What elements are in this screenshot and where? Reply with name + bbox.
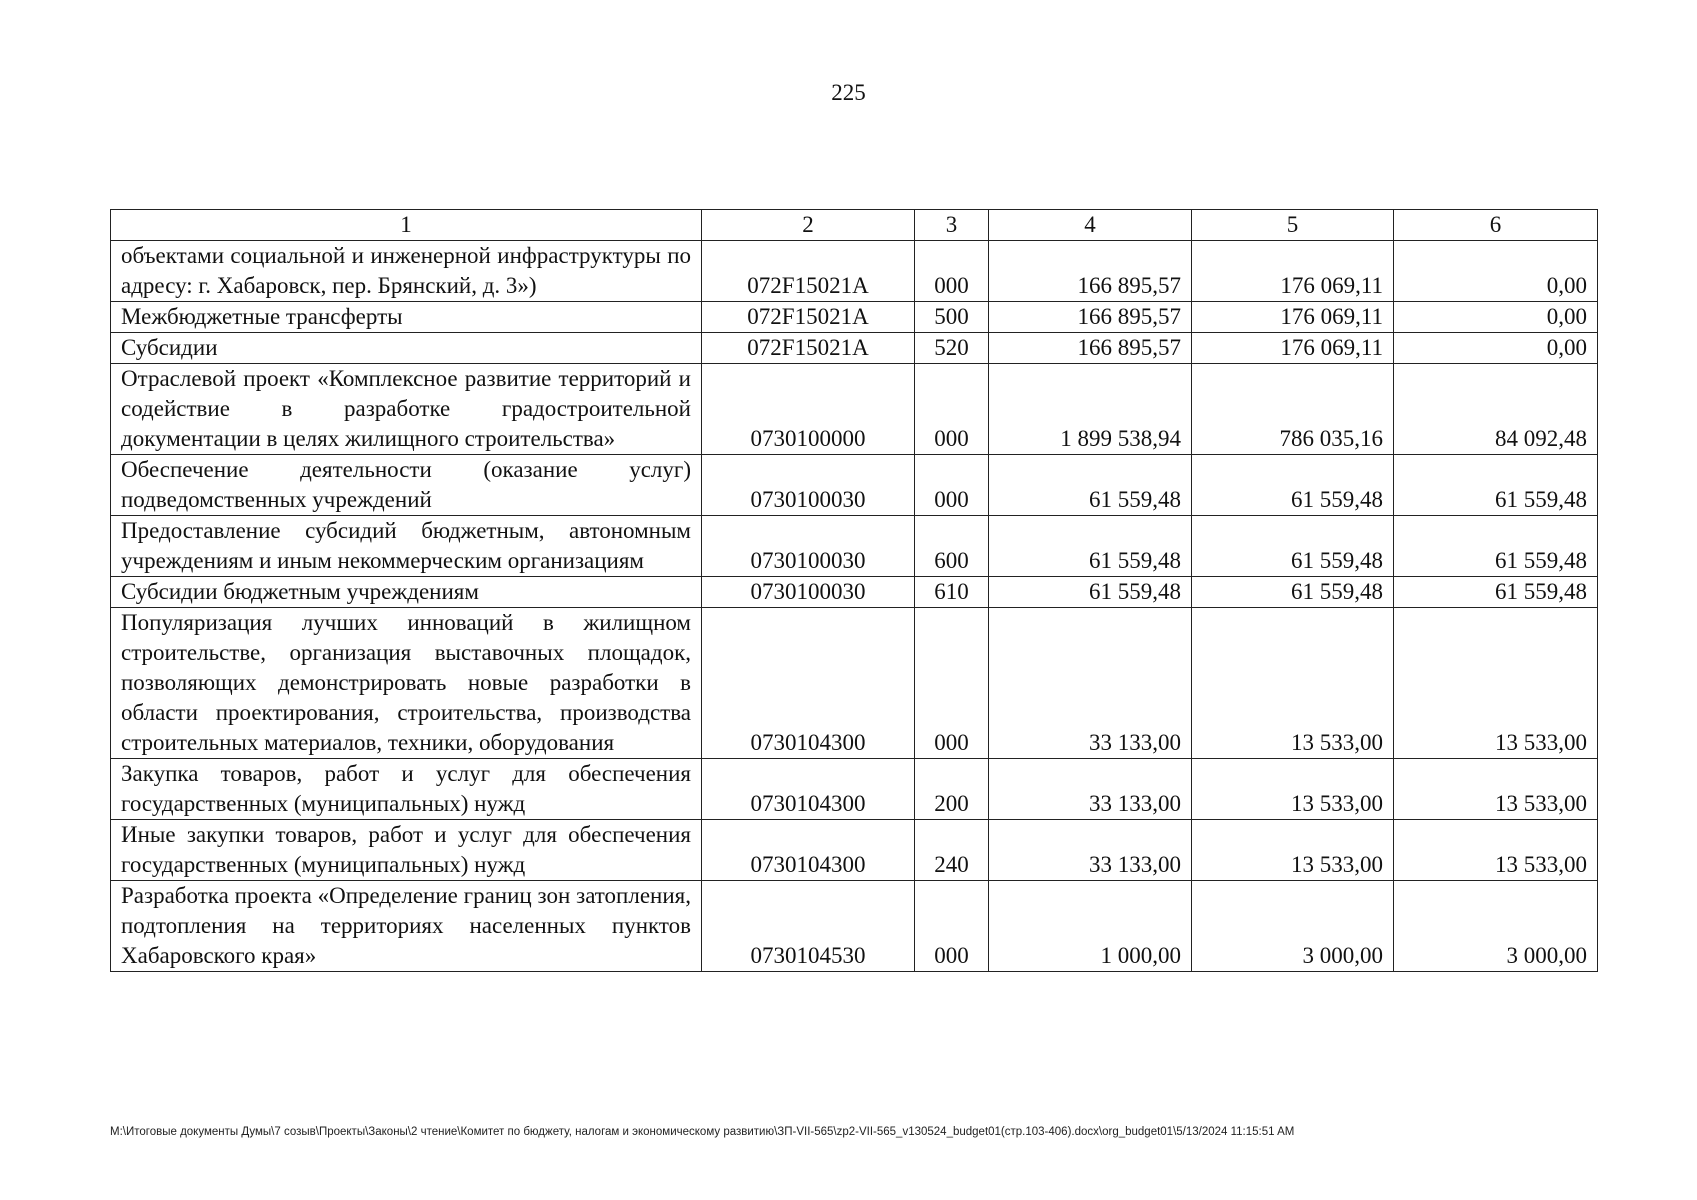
- row-amount-col6: 13 533,00: [1394, 759, 1598, 820]
- row-expense-type: 000: [915, 241, 989, 302]
- row-expense-type: 520: [915, 333, 989, 364]
- row-expense-type: 500: [915, 302, 989, 333]
- budget-table: [110, 209, 1598, 972]
- row-target-code: 0730104300: [702, 759, 915, 820]
- row-amount-col4: 166 895,57: [989, 302, 1192, 333]
- row-expense-type: 600: [915, 516, 989, 577]
- table-header-row: [111, 210, 1598, 241]
- table-row: [111, 820, 1598, 881]
- column-header-5: 5: [1192, 210, 1394, 241]
- table-row: [111, 608, 1598, 759]
- row-target-code: 0730100000: [702, 364, 915, 455]
- table-row: [111, 302, 1598, 333]
- row-amount-col5: 786 035,16: [1192, 364, 1394, 455]
- row-amount-col6: 0,00: [1394, 333, 1598, 364]
- row-target-code: 072F15021А: [702, 333, 915, 364]
- row-amount-col6: 3 000,00: [1394, 881, 1598, 972]
- row-amount-col5: 13 533,00: [1192, 759, 1394, 820]
- row-target-code: 0730104530: [702, 881, 915, 972]
- row-target-code: 0730104300: [702, 820, 915, 881]
- row-amount-col4: 166 895,57: [989, 241, 1192, 302]
- row-amount-col6: 13 533,00: [1394, 820, 1598, 881]
- column-header-2: 2: [702, 210, 915, 241]
- row-expense-type: 000: [915, 881, 989, 972]
- row-expense-type: 610: [915, 577, 989, 608]
- row-name: Разработка проекта «Определение границ зон затопления, подтопления на территориях населенных пунктов Хабаровского края»: [111, 881, 702, 972]
- row-amount-col6: 13 533,00: [1394, 608, 1598, 759]
- row-name: Субсидии бюджетным учреждениям: [111, 577, 702, 608]
- row-name: Обеспечение деятельности (оказание услуг) подведомственных учреждений: [111, 455, 702, 516]
- row-amount-col6: 0,00: [1394, 302, 1598, 333]
- table-row: [111, 759, 1598, 820]
- row-amount-col4: 1 000,00: [989, 881, 1192, 972]
- row-amount-col4: 1 899 538,94: [989, 364, 1192, 455]
- row-target-code: 072F15021А: [702, 241, 915, 302]
- row-name: Закупка товаров, работ и услуг для обеспечения государственных (муниципальных) нужд: [111, 759, 702, 820]
- row-name: Популяризация лучших инноваций в жилищном строительстве, организация выставочных площадок, позволяющих демонстрировать новые разработки в области проектирования, строительства, производства строительных материалов, техники, оборудования: [111, 608, 702, 759]
- row-amount-col4: 61 559,48: [989, 455, 1192, 516]
- table-row: [111, 364, 1598, 455]
- table-row: [111, 241, 1598, 302]
- column-header-4: 4: [989, 210, 1192, 241]
- row-amount-col4: 33 133,00: [989, 820, 1192, 881]
- row-amount-col5: 3 000,00: [1192, 881, 1394, 972]
- document-file-path: М:\Итоговые документы Думы\7 созыв\Проекты\Законы\2 чтение\Комитет по бюджету, налогам и экономическому развитию\ЗП-VII-565\zp2-VII-565_v130524_budget01(стр.103-406).docx\org_budget01\5/13/2024 11:15:51 AM: [110, 1126, 1295, 1138]
- row-amount-col6: 61 559,48: [1394, 455, 1598, 516]
- row-amount-col4: 61 559,48: [989, 577, 1192, 608]
- row-target-code: 0730100030: [702, 577, 915, 608]
- row-amount-col5: 61 559,48: [1192, 577, 1394, 608]
- row-name: Предоставление субсидий бюджетным, автономным учреждениям и иным некоммерческим организациям: [111, 516, 702, 577]
- row-name: объектами социальной и инженерной инфраструктуры по адресу: г. Хабаровск, пер. Брянский, д. 3»): [111, 241, 702, 302]
- row-amount-col5: 176 069,11: [1192, 333, 1394, 364]
- row-amount-col5: 13 533,00: [1192, 608, 1394, 759]
- row-target-code: 0730100030: [702, 455, 915, 516]
- row-target-code: 0730104300: [702, 608, 915, 759]
- table-row: [111, 881, 1598, 972]
- column-header-6: 6: [1394, 210, 1598, 241]
- row-expense-type: 240: [915, 820, 989, 881]
- row-amount-col4: 33 133,00: [989, 759, 1192, 820]
- row-target-code: 072F15021А: [702, 302, 915, 333]
- column-header-3: 3: [915, 210, 989, 241]
- row-name: Отраслевой проект «Комплексное развитие территорий и содействие в разработке градостроительной документации в целях жилищного строительства»: [111, 364, 702, 455]
- row-amount-col5: 176 069,11: [1192, 302, 1394, 333]
- row-amount-col5: 13 533,00: [1192, 820, 1394, 881]
- table-row: [111, 455, 1598, 516]
- row-amount-col5: 176 069,11: [1192, 241, 1394, 302]
- column-header-1: 1: [111, 210, 702, 241]
- table-row: [111, 577, 1598, 608]
- row-name: Субсидии: [111, 333, 702, 364]
- row-amount-col5: 61 559,48: [1192, 516, 1394, 577]
- row-name: Межбюджетные трансферты: [111, 302, 702, 333]
- row-amount-col6: 84 092,48: [1394, 364, 1598, 455]
- table-row: [111, 333, 1598, 364]
- page-number: 225: [831, 80, 866, 105]
- row-expense-type: 000: [915, 455, 989, 516]
- row-expense-type: 000: [915, 364, 989, 455]
- row-target-code: 0730100030: [702, 516, 915, 577]
- row-amount-col6: 61 559,48: [1394, 577, 1598, 608]
- row-amount-col6: 0,00: [1394, 241, 1598, 302]
- row-amount-col4: 166 895,57: [989, 333, 1192, 364]
- row-expense-type: 000: [915, 608, 989, 759]
- row-amount-col5: 61 559,48: [1192, 455, 1394, 516]
- table-row: [111, 516, 1598, 577]
- row-amount-col4: 61 559,48: [989, 516, 1192, 577]
- row-amount-col6: 61 559,48: [1394, 516, 1598, 577]
- row-expense-type: 200: [915, 759, 989, 820]
- row-name: Иные закупки товаров, работ и услуг для обеспечения государственных (муниципальных) нужд: [111, 820, 702, 881]
- row-amount-col4: 33 133,00: [989, 608, 1192, 759]
